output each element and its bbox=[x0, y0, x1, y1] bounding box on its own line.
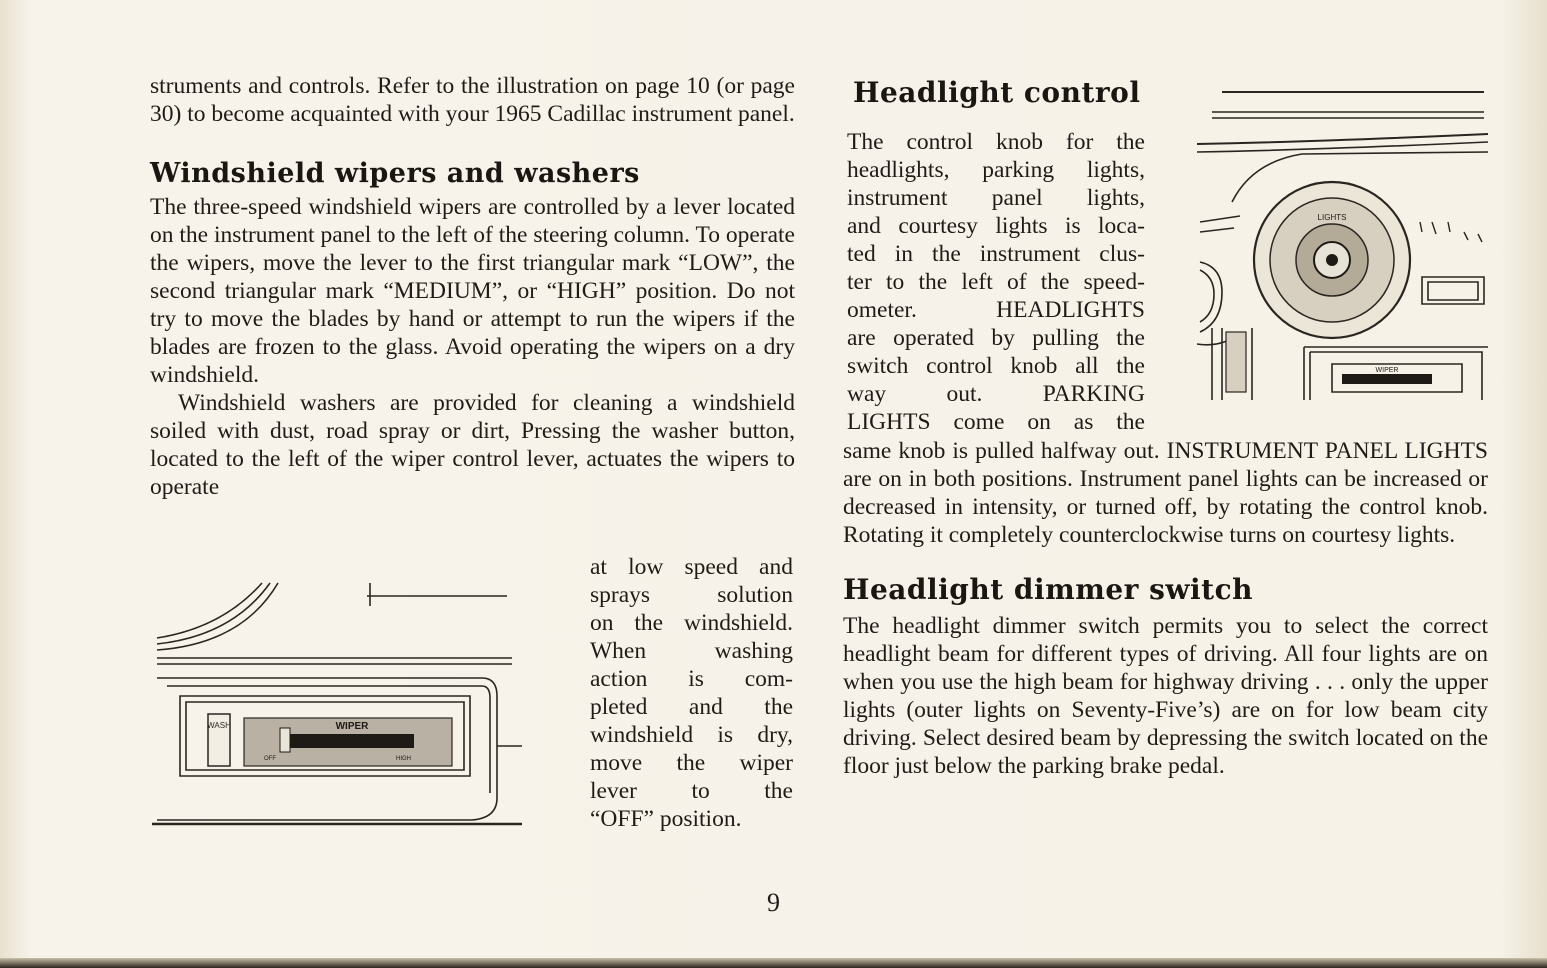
wiper-slot bbox=[1342, 374, 1432, 384]
wrap-line: on the windshield. bbox=[590, 610, 793, 636]
intro-paragraph: struments and controls. Refer to the illustration on page 10 (or page 30) to become acquainted with your 1965 Cadillac instrument panel. bbox=[150, 73, 795, 127]
knob-center bbox=[1326, 254, 1338, 266]
high-label: HIGH bbox=[396, 756, 411, 762]
washers-paragraph: Windshield washers are provided for cleaning a windshield soiled with dust, road spray or dirt, Pressing the washer button, located to the left of the wiper control lever, actuates the wipers to operate bbox=[150, 390, 795, 500]
wrap-line: windshield is dry, bbox=[590, 722, 793, 748]
wrap-line: switch control knob all the bbox=[847, 353, 1145, 379]
page-number: 9 bbox=[767, 888, 780, 917]
wipers-heading: Windshield wipers and washers bbox=[150, 158, 640, 189]
wrap-line: sprays solution bbox=[590, 582, 793, 608]
headlight-rest-paragraph: same knob is pulled halfway out. INSTRUMENT PANEL LIGHTS are on in both positions. Instrument panel lights can be increased or decreased in intensity, or turned off, by rotating the control knob. Rotating it completely counterclockwise turns on courtesy lights. bbox=[843, 438, 1488, 548]
off-label: OFF bbox=[264, 756, 276, 762]
wiper-label: WIPER bbox=[335, 721, 369, 732]
wrap-line: When washing bbox=[590, 638, 793, 664]
wrap-line: ometer. HEADLIGHTS bbox=[847, 297, 1145, 323]
wiper-slot bbox=[282, 734, 414, 748]
wiper-control-illustration bbox=[152, 578, 530, 828]
headlight-rest-block bbox=[843, 437, 1488, 780]
wrap-line: headlights, parking lights, bbox=[847, 157, 1145, 183]
wrap-line: lever to the bbox=[590, 778, 793, 804]
wiper-lever bbox=[280, 728, 290, 752]
wiper-label: WIPER bbox=[1375, 367, 1399, 374]
wrap-line: The control knob for the bbox=[847, 129, 1145, 155]
wrap-line: LIGHTS come on as the bbox=[847, 409, 1145, 435]
wrap-line: and courtesy lights is loca- bbox=[847, 213, 1145, 239]
wrap-line: “OFF” position. bbox=[590, 806, 742, 832]
wash-label: WASH bbox=[207, 721, 231, 730]
wrap-line: way out. PARKING bbox=[847, 381, 1145, 407]
wrap-line: action is com- bbox=[590, 666, 793, 692]
left-column bbox=[150, 72, 795, 501]
dimmer-paragraph: The headlight dimmer switch permits you to select the correct headlight beam for different types of driving. All four lights are on when you use the high beam for highway driving . . . only the upper lights (outer lights on Seventy-Five’s) are on for low beam city driving. Select desired beam by depressing the switch located on the floor just below the parking brake pedal. bbox=[843, 613, 1488, 779]
wrap-line: ted in the instrument clus- bbox=[847, 241, 1145, 267]
lights-label: LIGHTS bbox=[1317, 213, 1347, 222]
wipers-paragraph: The three-speed windshield wipers are controlled by a lever located on the instrument panel to the left of the steering column. To operate the wipers, move the lever to the first triangular mark “LOW”, the second triangular mark “MEDIUM”, or “HIGH” position. Do not try to move the blades by hand or attempt to run the wipers if the blades are frozen to the glass. Avoid operating the wipers on a dry windshield. bbox=[150, 194, 795, 388]
headlight-heading: Headlight control bbox=[853, 76, 1141, 109]
page-bottom-edge bbox=[0, 958, 1547, 968]
wrap-line: pleted and the bbox=[590, 694, 793, 720]
washers-wrap-text bbox=[590, 553, 793, 833]
dimmer-heading: Headlight dimmer switch bbox=[843, 573, 1254, 606]
wrap-line: move the wiper bbox=[590, 750, 793, 776]
wrap-line: ter to the left of the speed- bbox=[847, 269, 1145, 295]
wrap-line: are operated by pulling the bbox=[847, 325, 1145, 351]
wrap-line: at low speed and bbox=[590, 554, 793, 580]
headlight-wrap-text bbox=[847, 128, 1145, 436]
headlight-control-illustration bbox=[1192, 82, 1492, 400]
wrap-line: instrument panel lights, bbox=[847, 185, 1145, 211]
side-switch bbox=[1226, 332, 1246, 392]
